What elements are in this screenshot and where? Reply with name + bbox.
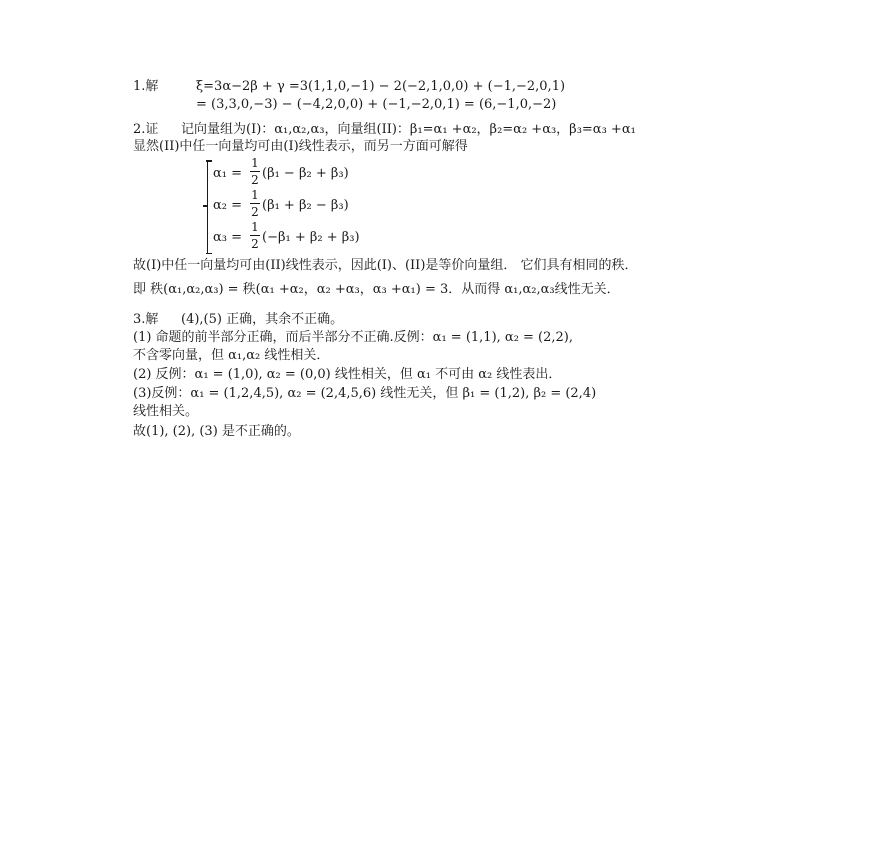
section3-line2: (1) 命题的前半部分正确，而后半部分不正确.反例：α₁ = (1,1), α₂ = (2,2), — [133, 330, 574, 345]
eq1-frac-num: 1 — [251, 156, 259, 170]
section2-label: 2.证 — [133, 122, 159, 137]
section2-line4: 即 秩(α₁,α₂,α₃) = 秩(α₁ +α₂，α₂ +α₃，α₃ +α₁) = 3．从而得 α₁,α₂,α₃线性无关． — [133, 282, 620, 297]
section3-line6: 线性相关。 — [133, 404, 199, 419]
section3-line1: (4),(5) 正确，其余不正确。 — [181, 312, 344, 327]
eq3-frac-num: 1 — [251, 220, 259, 234]
section3-label: 3.解 — [133, 312, 159, 327]
section3-line7: 故(1), (2), (3) 是不正确的。 — [133, 424, 300, 439]
left-brace-tip — [203, 205, 208, 207]
eq2-frac-bar — [250, 203, 260, 204]
system-eq2-right: (β₁ + β₂ − β₃) — [262, 198, 349, 213]
section3-line3: 不含零向量，但 α₁,α₂ 线性相关． — [133, 348, 330, 363]
section1-label: 1.解 — [133, 79, 159, 94]
eq2-frac-num: 1 — [251, 188, 259, 202]
section3-line4: (2) 反例：α₁ = (1,0), α₂ = (0,0) 线性相关，但 α₁ 不可由 α₂ 线性表出． — [133, 367, 562, 382]
system-eq3-right: (−β₁ + β₂ + β₃) — [262, 230, 360, 245]
section1-equation-line2: = (3,3,0,−3) − (−4,2,0,0) + (−1,−2,0,1) = (6,−1,0,−2) — [196, 97, 557, 112]
section3-line5: (3)反例：α₁ = (1,2,4,5), α₂ = (2,4,5,6) 线性无关，但 β₁ = (1,2), β₂ = (2,4) — [133, 386, 597, 401]
section2-line1: 记向量组为(I)：α₁,α₂,α₃，向量组(II)：β₁=α₁ +α₂，β₂=α₂ +α₃，β₃=α₃ +α₁ — [181, 122, 636, 137]
system-eq2-left: α₂ = — [213, 198, 243, 213]
eq1-frac-bar — [250, 171, 260, 172]
system-eq1-right: (β₁ − β₂ + β₃) — [262, 166, 349, 181]
section1-equation-line1: ξ=3α−2β + γ =3(1,1,0,−1) − 2(−2,1,0,0) + (−1,−2,0,1) — [196, 79, 566, 94]
section2-line3: 故(I)中任一向量均可由(II)线性表示，因此(I)、(II)是等价向量组． 它们具有相同的秩． — [133, 258, 638, 273]
system-eq1-left: α₁ = — [213, 166, 243, 181]
eq3-frac-bar — [250, 235, 260, 236]
eq3-frac-den: 2 — [251, 237, 259, 251]
system-eq3-left: α₃ = — [213, 230, 243, 245]
eq2-frac-den: 2 — [251, 205, 259, 219]
eq1-frac-den: 2 — [251, 173, 259, 187]
section2-line2: 显然(II)中任一向量均可由(I)线性表示，而另一方面可解得 — [133, 139, 468, 154]
